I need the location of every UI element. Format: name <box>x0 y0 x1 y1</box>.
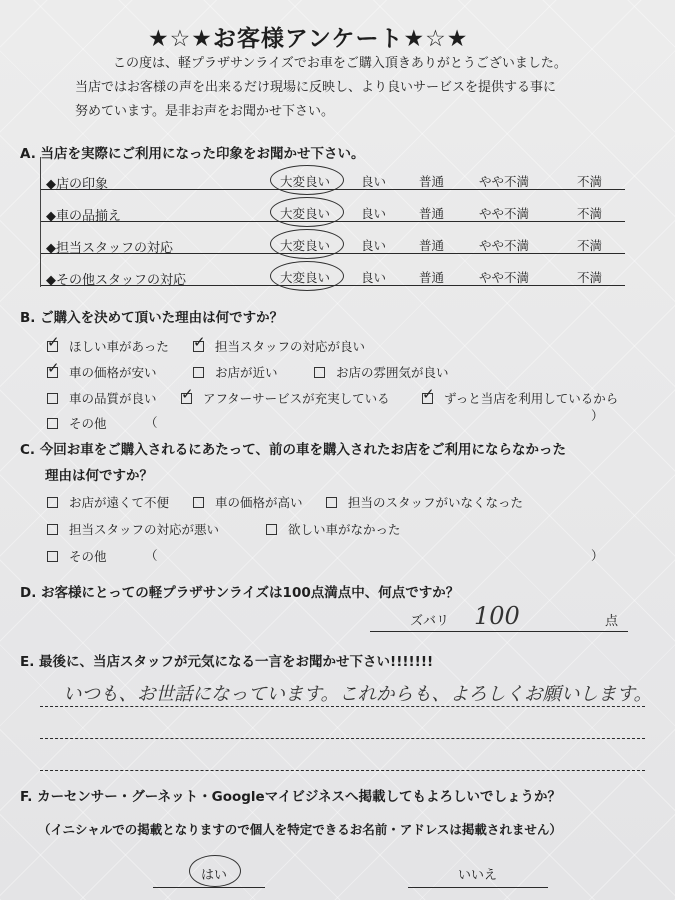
answer-yes[interactable]: はい <box>201 868 228 883</box>
rating-option[interactable]: 不満 <box>577 238 603 253</box>
answer-no[interactable]: いいえ <box>458 868 498 883</box>
checkbox-label: 欲しい車がなかった <box>288 522 401 537</box>
checkbox-label: お店の雰囲気が良い <box>336 365 449 380</box>
comment-answer[interactable]: いつも、お世話になっています。これからも、よろしくお願いします。 <box>63 684 653 705</box>
rating-row-divider <box>40 189 625 190</box>
intro-line-2: 当店ではお客様の声を出来るだけ現場に反映し、より良いサービスを提供する事に <box>75 80 557 95</box>
section-c-heading-line1: C. 今回お車をご購入されるにあたって、前の車を購入されたお店をご利用にならなかった <box>20 442 566 458</box>
rating-option[interactable]: 普通 <box>419 270 445 285</box>
checkbox-item[interactable] <box>266 520 401 538</box>
rating-row-label: ◆店の印象 <box>46 177 108 192</box>
rating-row-divider <box>40 253 625 254</box>
checkbox-label: 車の価格が高い <box>215 495 303 510</box>
checkbox-item[interactable] <box>47 493 169 511</box>
rating-option[interactable]: 良い <box>361 206 387 221</box>
checkbox-label: 担当スタッフの対応が悪い <box>69 522 220 537</box>
checkbox-item[interactable] <box>193 337 365 355</box>
checkbox-label: その他 <box>69 549 107 564</box>
rating-option[interactable]: やや不満 <box>479 174 530 189</box>
rating-option[interactable]: やや不満 <box>479 206 530 221</box>
answer-yes-circle <box>189 855 241 887</box>
checkbox[interactable] <box>47 551 58 562</box>
checkbox[interactable] <box>47 341 58 352</box>
checkbox-label: その他 <box>69 416 107 431</box>
checkbox-label: ほしい車があった <box>69 339 169 354</box>
answer-yes-underline <box>153 887 265 888</box>
other-paren-open: （ <box>145 415 158 430</box>
checkbox[interactable] <box>47 393 58 404</box>
checkbox[interactable] <box>326 497 337 508</box>
checkbox-item[interactable] <box>47 337 169 355</box>
other-paren-close: ） <box>591 548 604 563</box>
rating-row-label: ◆車の品揃え <box>46 209 121 224</box>
section-f-note: （イニシャルでの掲載となりますので個人を特定できるお名前・アドレスは掲載されません） <box>38 822 562 837</box>
rating-option[interactable]: 大変良い <box>280 238 331 253</box>
rating-selected-circle <box>270 261 344 291</box>
rating-option[interactable]: 普通 <box>419 238 445 253</box>
score-prefix: ズバリ <box>410 614 450 629</box>
section-f-heading: F. カーセンサー・グーネット・Googleマイビジネスへ掲載してもよろしいでしょうか？ <box>20 789 562 805</box>
checkbox[interactable] <box>193 367 204 378</box>
score-underline <box>370 631 628 632</box>
comment-line-3 <box>40 770 645 771</box>
checkbox-label: 車の品質が良い <box>69 391 157 406</box>
checkbox-item[interactable] <box>193 493 303 511</box>
rating-option[interactable]: 良い <box>361 174 387 189</box>
rating-table-left-border <box>40 157 41 287</box>
checkbox-item[interactable] <box>314 363 449 381</box>
checkbox-label: 担当のスタッフがいなくなった <box>348 495 524 510</box>
score-unit: 点 <box>605 614 619 629</box>
intro-line-1: この度は、軽プラザサンライズでお車をご購入頂きありがとうございました。 <box>113 56 567 71</box>
checkbox[interactable] <box>193 341 204 352</box>
checkbox-item[interactable] <box>326 493 523 511</box>
rating-option[interactable]: 大変良い <box>280 174 331 189</box>
checkbox-label: お店が遠くて不便 <box>69 495 170 510</box>
intro-line-3: 努めています。是非お声をお聞かせ下さい。 <box>75 104 334 119</box>
checkbox-label: 車の価格が安い <box>69 365 157 380</box>
checkbox[interactable] <box>181 393 192 404</box>
checkbox[interactable] <box>266 524 277 535</box>
comment-line-2 <box>40 738 645 739</box>
checkbox-label: ずっと当店を利用しているから <box>444 391 619 406</box>
rating-selected-circle <box>270 165 344 195</box>
score-value[interactable]: 100 <box>474 602 520 630</box>
section-e-heading: E. 最後に、当店スタッフが元気になる一言をお聞かせ下さい!!!!!!! <box>20 654 434 670</box>
rating-row-divider <box>40 221 625 222</box>
checkbox-label: お店が近い <box>215 365 278 380</box>
checkbox-item[interactable] <box>47 520 219 538</box>
rating-option[interactable]: 良い <box>361 270 387 285</box>
checkbox-item[interactable] <box>181 389 390 407</box>
rating-selected-circle <box>270 229 344 259</box>
section-d-heading: D. お客様にとっての軽プラザサンライズは100点満点中、何点ですか？ <box>20 585 460 601</box>
other-paren-open: （ <box>145 548 158 563</box>
checkbox-label: 担当スタッフの対応が良い <box>215 339 366 354</box>
rating-option[interactable]: 不満 <box>577 270 603 285</box>
checkbox-item[interactable] <box>47 363 157 381</box>
checkbox[interactable] <box>314 367 325 378</box>
checkbox[interactable] <box>193 497 204 508</box>
rating-option[interactable]: やや不満 <box>479 238 530 253</box>
checkbox-item[interactable] <box>47 414 107 432</box>
rating-option[interactable]: 良い <box>361 238 387 253</box>
checkbox-item[interactable] <box>193 363 278 381</box>
checkbox[interactable] <box>47 367 58 378</box>
rating-option[interactable]: 大変良い <box>280 270 331 285</box>
comment-line-1 <box>40 706 645 707</box>
rating-row-divider <box>40 285 625 286</box>
checkbox[interactable] <box>47 524 58 535</box>
section-b-heading: B. ご購入を決めて頂いた理由は何ですか？ <box>20 310 284 326</box>
rating-row-label: ◆その他スタッフの対応 <box>46 273 186 288</box>
checkbox-item[interactable] <box>422 389 618 407</box>
page-title: ★☆★お客様アンケート★☆★ <box>148 26 469 52</box>
rating-option[interactable]: 不満 <box>577 206 603 221</box>
answer-no-underline <box>408 887 548 888</box>
other-paren-close: ） <box>591 408 604 423</box>
rating-option[interactable]: 大変良い <box>280 206 331 221</box>
rating-option[interactable]: 普通 <box>419 206 445 221</box>
rating-option[interactable]: 普通 <box>419 174 445 189</box>
checkbox-item[interactable] <box>47 389 157 407</box>
section-a-heading: A. 当店を実際にご利用になった印象をお聞かせ下さい。 <box>20 146 365 162</box>
checkbox[interactable] <box>47 497 58 508</box>
checkbox-label: アフターサービスが充実している <box>203 391 390 406</box>
rating-selected-circle <box>270 197 344 227</box>
checkbox[interactable] <box>47 418 58 429</box>
rating-option[interactable]: やや不満 <box>479 270 530 285</box>
checkbox[interactable] <box>422 393 433 404</box>
checkbox-item[interactable] <box>47 547 107 565</box>
rating-option[interactable]: 不満 <box>577 174 603 189</box>
rating-row-label: ◆担当スタッフの対応 <box>46 241 173 256</box>
section-c-heading-line2: 理由は何ですか？ <box>45 468 153 484</box>
